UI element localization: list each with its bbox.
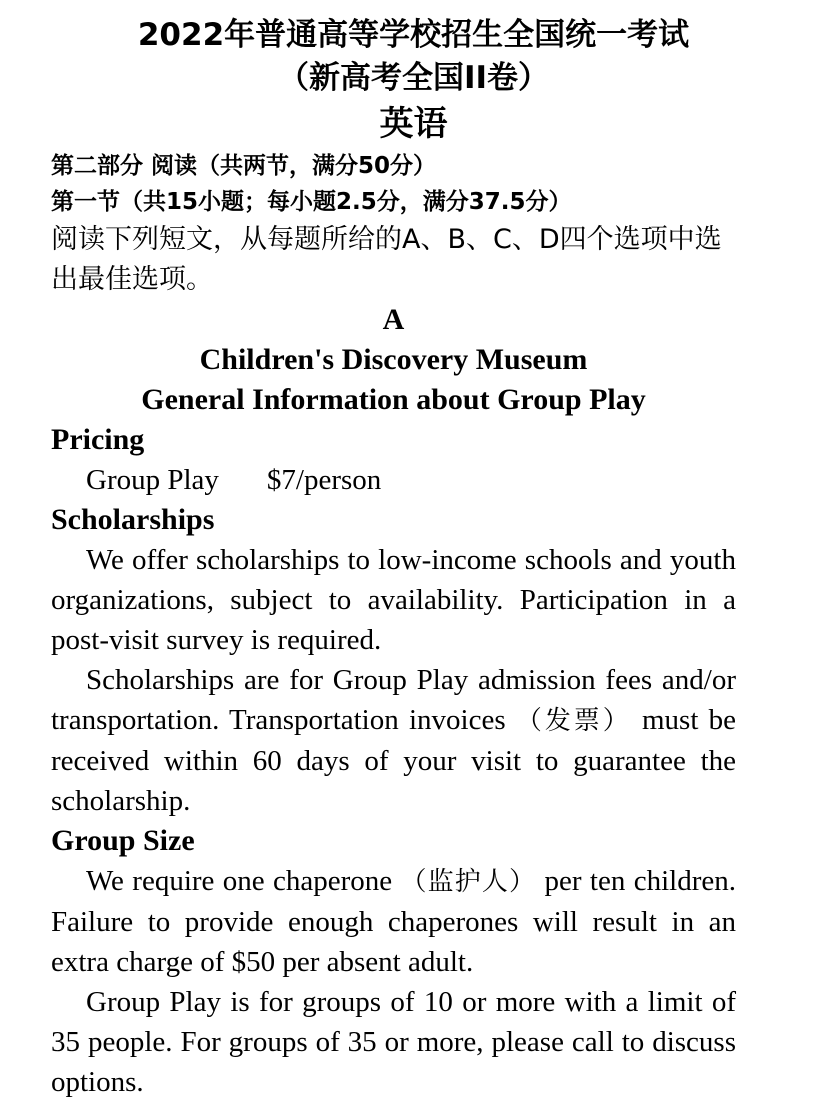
passage-subtitle: General Information about Group Play [141,383,646,416]
scholarships-p2-text-before: Scholarships are for Group Play admission fees and/or transportation. Transportation invoices [51,664,736,736]
pricing-price: $7/person [266,464,382,496]
scholarships-p2-text-after: must be received within 60 days of your visit to guarantee the scholarship. [51,704,736,817]
section-instruction: 阅读下列短文，从每题所给的A、B、C、D四个选项中选出最佳选项。 [51,224,722,295]
exam-title: 2022年普通高等学校招生全国统一考试 [137,17,690,53]
exam-subject: 英语 [379,104,448,144]
passage-letter: A [382,303,405,336]
passage-title: Children's Discovery Museum [199,343,588,376]
section-subsection-heading: 第一节（共15小题；每小题2.5分，满分37.5分） [51,189,572,215]
section-part-heading: 第二部分 阅读（共两节，满分50分） [51,153,437,179]
pricing-heading: Pricing [51,423,145,456]
chaperone-gloss: （监护人） [400,867,537,897]
pricing-row [51,460,736,500]
invoice-gloss: （发票） [515,706,632,736]
scholarships-heading: Scholarships [51,503,215,536]
scholarships-paragraph-2 [51,660,736,821]
scholarships-paragraph-1: We offer scholarships to low-income schools and youth organizations, subject to availability. Participation in a post-visit survey is required. [51,544,736,656]
pricing-item: Group Play [86,464,219,496]
exam-subtitle: （新高考全国II卷） [277,60,550,96]
group-size-heading: Group Size [51,824,195,857]
group-size-paragraph-1 [51,861,736,982]
group-size-paragraph-2: Group Play is for groups of 10 or more with a limit of 35 people. For groups of 35 or more, please call to discuss options. [51,986,736,1098]
group-size-p1-text-after: per ten children. Failure to provide enough chaperones will result in an extra charge of $50 per absent adult. [51,865,736,978]
group-size-p1-text-before: We require one chaperone [86,865,393,897]
